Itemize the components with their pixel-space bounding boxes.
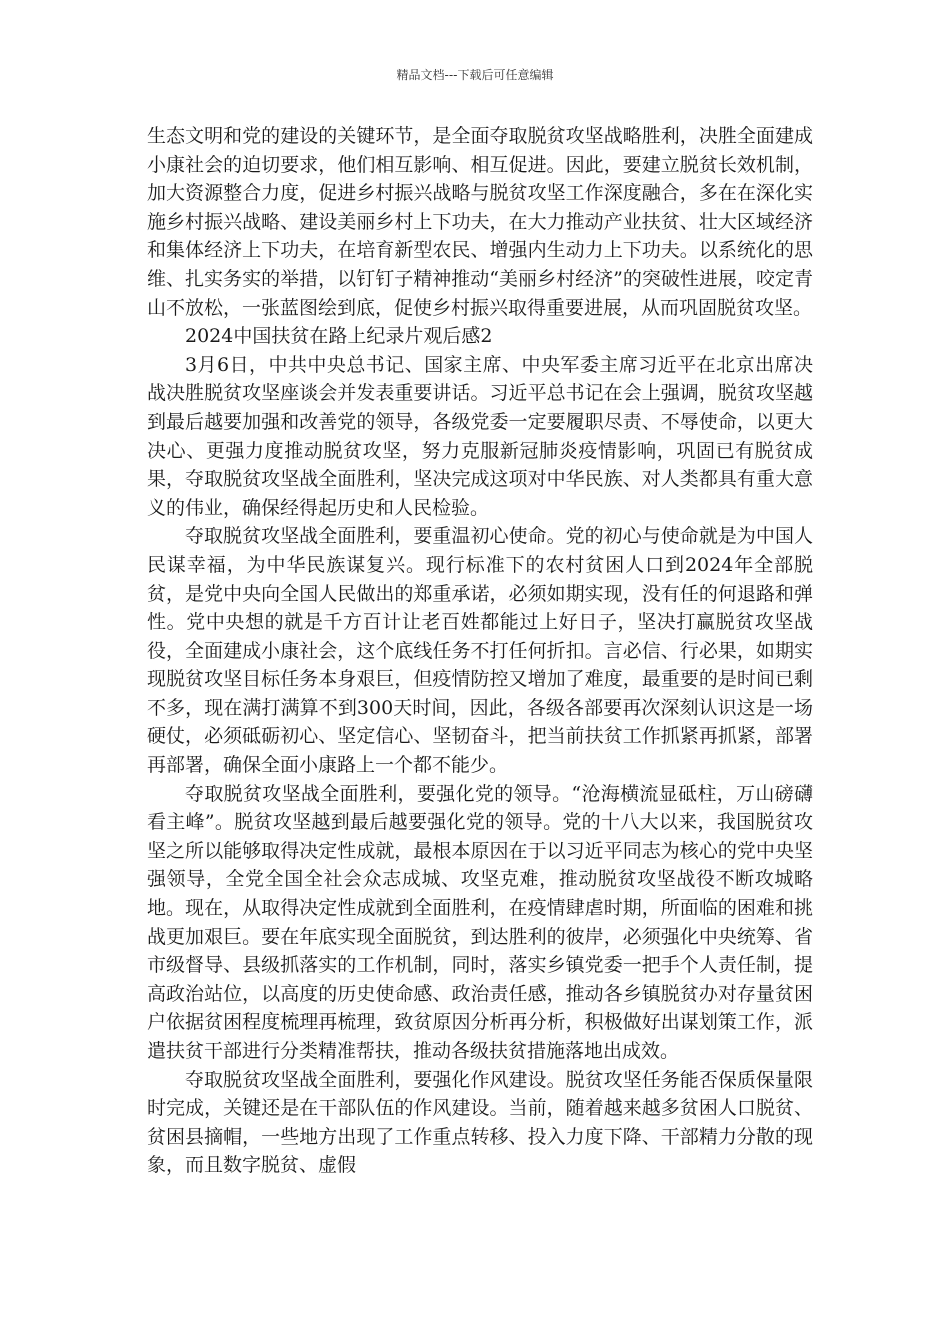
page-header: 精品文档---下载后可任意编辑 <box>396 68 554 82</box>
paragraph: 夺取脱贫攻坚战全面胜利，要强化作风建设。脱贫攻坚任务能否保质保量限时完成，关键还是在干部队伍的作风建设。当前，随着越来越多贫困人口脱贫、贫困县摘帽，一些地方出现了工作重点转移、投入力度下降、干部精力分散的现象，而且数字脱贫、虚假 <box>147 1068 813 1177</box>
paragraph-continuation: 生态文明和党的建设的关键环节，是全面夺取脱贫攻坚战略胜利，决胜全面建成小康社会的迫切要求，他们相互影响、相互促进。因此，要建立脱贫长效机制，加大资源整合力度，促进乡村振兴战略与脱贫攻坚工作深度融合，多在在深化实施乡村振兴战略、建设美丽乡村上下功夫，在大力推动产业扶贫、壮大区域经济和集体经济上下功夫，在培育新型农民、增强内生动力上下功夫。以系统化的思维、扎实务实的举措，以钉钉子精神推动“美丽乡村经济”的突破性进展，咬定青山不放松，一张蓝图绘到底，促使乡村振兴取得重要进展，从而巩固脱贫攻坚。 <box>147 125 813 319</box>
paragraph: 夺取脱贫攻坚战全面胜利，要重温初心使命。党的初心与使命就是为中国人民谋幸福，为中华民族谋复兴。现行标准下的农村贫困人口到2024年全部脱贫，是党中央向全国人民做出的郑重承诺，必须如期实现，没有任的何退路和弹性。党中央想的就是千方百计让老百姓都能过上好日子，坚决打赢脱贫攻坚战役，全面建成小康社会，这个底线任务不打任何折扣。言必信、行必果，如期实现脱贫攻坚目标任务本身艰巨，但疫情防控又增加了难度，最重要的是时间已剩不多，现在满打满算不到300天时间，因此，各级各部要再次深刻认识这是一场硬仗，必须砥砺初心、坚定信心、坚韧奋斗，把当前扶贫工作抓紧再抓紧，部署再部署，确保全面小康路上一个都不能少。 <box>147 525 813 777</box>
paragraph: 夺取脱贫攻坚战全面胜利，要强化党的领导。“沧海横流显砥柱，万山磅礴看主峰”。脱贫攻坚越到最后越要强化党的领导。党的十八大以来，我国脱贫攻坚之所以能够取得决定性成就，最根本原因在于以习近平同志为核心的党中央坚强领导，全党全国全社会众志成城、攻坚克难，推动脱贫攻坚战役不断攻城略地。现在，从取得决定性成就到全面胜利，在疫情肆虐时期，所面临的困难和挑战更加艰巨。要在年底实现全面脱贫，到达胜利的彼岸，必须强化中央统筹、省市级督导、县级抓落实的工作机制，同时，落实乡镇党委一把手个人责任制，提高政治站位，以高度的历史使命感、政治责任感，推动各乡镇脱贫办对存量贫困户依据贫困程度梳理再梳理，致贫原因分析再分析，积极做好出谋划策工作，派遣扶贫干部进行分类精准帮扶，推动各级扶贫措施落地出成效。 <box>147 782 813 1062</box>
paragraph: 3月6日，中共中央总书记、国家主席、中央军委主席习近平在北京出席决战决胜脱贫攻坚座谈会并发表重要讲话。习近平总书记在会上强调，脱贫攻坚越到最后越要加强和改善党的领导，各级党委一定要履职尽责、不辱使命，以更大决心、更强力度推动脱贫攻坚，努力克服新冠肺炎疫情影响，巩固已有脱贫成果，夺取脱贫攻坚战全面胜利，坚决完成这项对中华民族、对人类都具有重大意义的伟业，确保经得起历史和人民检验。 <box>147 353 813 519</box>
document-body <box>147 122 813 1180</box>
section-title: 2024中国扶贫在路上纪录片观后感2 <box>185 325 493 348</box>
